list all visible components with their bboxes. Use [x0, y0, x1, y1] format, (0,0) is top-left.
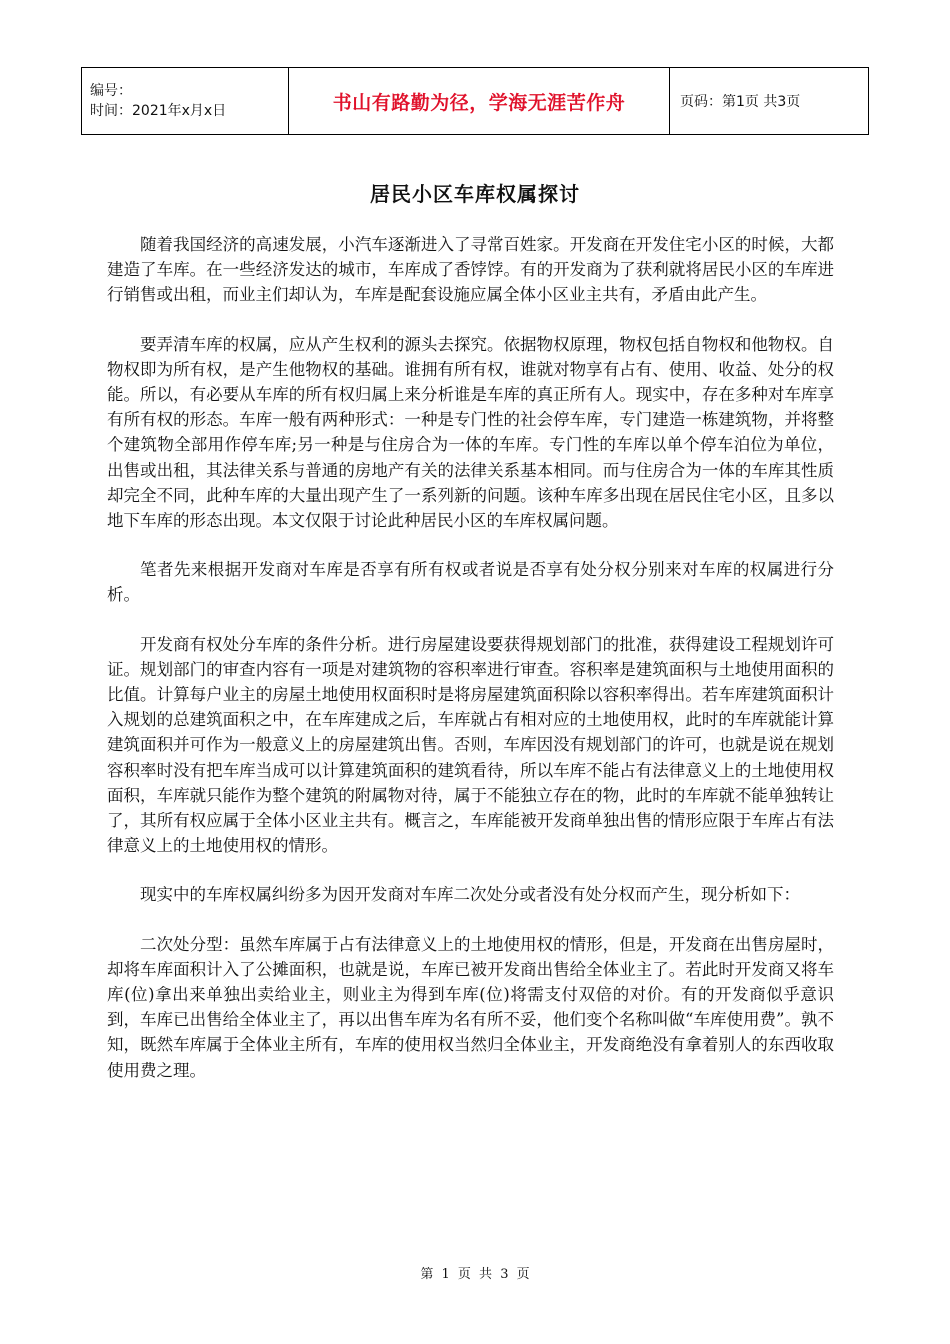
page-info-cell	[670, 68, 869, 135]
page-info-text: 页码：第1页 共3页	[680, 94, 801, 110]
motto-text: 书山有路勤为径，学海无涯苦作舟	[332, 91, 626, 114]
header-table	[81, 67, 869, 135]
paragraph: 现实中的车库权属纠纷多为因开发商对车库二次处分或者没有处分权而产生，现分析如下：	[140, 885, 800, 905]
document-body	[107, 232, 834, 1107]
paragraph: 要弄清车库的权属，应从产生权利的源头去探究。依据物权原理，物权包括自物权和他物权。自物权即为所有权，是产生他物权的基础。谁拥有所有权，谁就对物享有占有、使用、收益、处分的权能。所以，有必要从车库的所有权归属上来分析谁是车库的真正所有人。现实中，存在多种对车库享有所有权的形态。车库一般有两种形式：一种是专门性的社会停车库，专门建造一栋建筑物，并将整个建筑物全部用作停车库;另一种是与住房合为一体的车库。专门性的车库以单个停车泊位为单位，出售或出租，其法律关系与普通的房地产有关的法律关系基本相同。而与住房合为一体的车库其性质却完全不同，此种车库的大量出现产生了一系列新的问题。该种车库多出现在居民住宅小区，且多以地下车库的形态出现。本文仅限于讨论此种居民小区的车库权属问题。	[107, 334, 834, 531]
paragraph: 笔者先来根据开发商对车库是否享有所有权或者说是否享有处分权分别来对车库的权属进行分析。	[107, 560, 834, 605]
paragraph: 开发商有权处分车库的条件分析。进行房屋建设要获得规划部门的批准，获得建设工程规划许可证。规划部门的审查内容有一项是对建筑物的容积率进行审查。容积率是建筑面积与土地使用面积的比值。计算每户业主的房屋土地使用权面积时是将房屋建筑面积除以容积率得出。若车库建筑面积计入规划的总建筑面积之中，在车库建成之后，车库就占有相对应的土地使用权，此时的车库就能计算建筑面积并可作为一般意义上的房屋建筑出售。否则，车库因没有规划部门的许可，也就是说在规划容积率时没有把车库当成可以计算建筑面积的建筑看待，所以车库不能占有法律意义上的土地使用权面积，车库就只能作为整个建筑的附属物对待，属于不能独立存在的物，此时的车库就不能单独转让了，其所有权应属于全体小区业主共有。概言之，车库能被开发商单独出售的情形应限于车库占有法律意义上的土地使用权的情形。	[107, 634, 834, 856]
header-meta-cell	[82, 68, 289, 135]
paragraph: 随着我国经济的高速发展，小汽车逐渐进入了寻常百姓家。开发商在开发住宅小区的时候，大都建造了车库。在一些经济发达的城市，车库成了香饽饽。有的开发商为了获利就将居民小区的车库进行销售或出租，而业主们却认为，车库是配套设施应属全体小区业主共有，矛盾由此产生。	[107, 235, 834, 305]
number-label: 编号：	[90, 83, 132, 99]
motto-cell	[289, 68, 670, 135]
paragraph: 二次处分型：虽然车库属于占有法律意义上的土地使用权的情形，但是，开发商在出售房屋时，却将车库面积计入了公摊面积，也就是说，车库已被开发商出售给全体业主了。若此时开发商又将车库(位)拿出来单独出卖给业主，则业主为得到车库(位)将需支付双倍的对价。有的开发商似乎意识到，车库已出售给全体业主了，再以出售车库为名有所不妥，他们变个名称叫做“车库使用费”。孰不知，既然车库属于全体业主所有，车库的使用权当然归全体业主，开发商绝没有拿着别人的东西收取使用费之理。	[107, 934, 834, 1080]
page-footer: 第 1 页 共 3 页	[420, 1267, 530, 1282]
document-title: 居民小区车库权属探讨	[370, 182, 580, 206]
date-label: 时间：2021年x月x日	[90, 103, 227, 119]
